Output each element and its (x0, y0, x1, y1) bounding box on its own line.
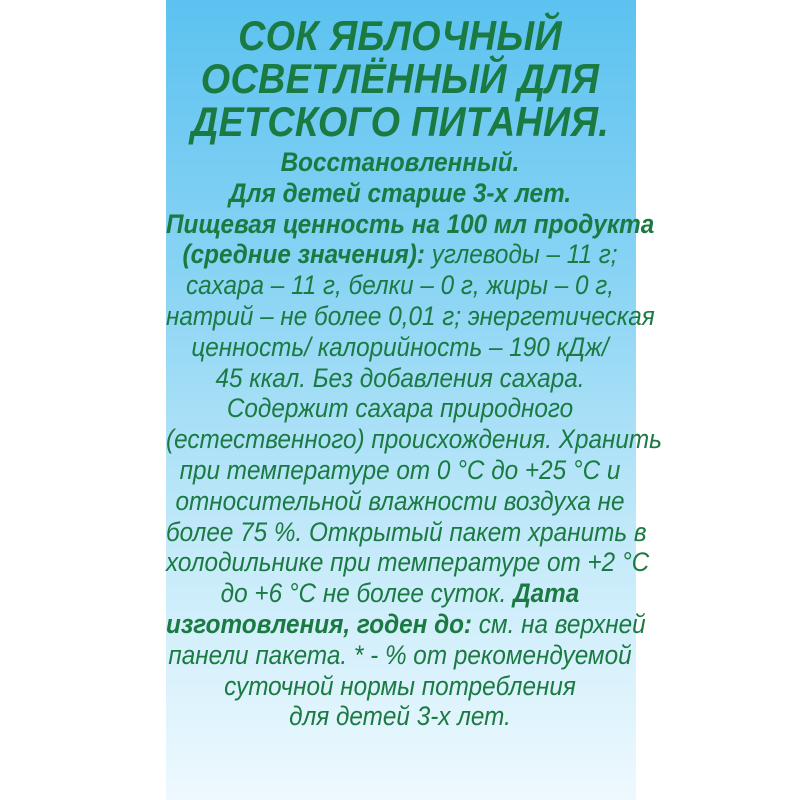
kcal-line: 45 ккал. Без добавления сахара. (215, 362, 585, 393)
temperature-line: при температуре от 0 °С до +25 °С и (179, 454, 621, 485)
product-title-line-1: СОК ЯБЛОЧНЫЙ (238, 12, 562, 59)
day-date-line (166, 578, 634, 609)
carbs-value: углеводы – 11 г; (424, 239, 618, 270)
product-title-line-3: ДЕТСКОГО ПИТАНИЯ. (190, 98, 610, 145)
storage-line: (естественного) происхождения. Хранить (166, 424, 662, 455)
open-pack-line: более 75 %. Открытый пакет хранить в (166, 516, 647, 547)
fridge-line: холодильнике при температуре от +2 °С (166, 547, 650, 578)
age-note: Для детей старше 3-х лет. (228, 177, 572, 208)
nutrition-carbs-line (166, 239, 634, 270)
top-panel-text: см. на верхней (472, 608, 646, 639)
day-limit-text: до +6 °С не более суток. (220, 578, 514, 609)
daily-norm-line: суточной нормы потребления (224, 670, 576, 701)
label-text (166, 12, 662, 732)
calorie-line: ценность/ калорийность – 190 кДж/ (191, 331, 609, 362)
footnote-line: панели пакета. * - % от рекомендуемой (168, 639, 632, 670)
date-label-part-1: Дата (513, 578, 580, 609)
sodium-energy-line: натрий – не более 0,01 г; энергетическая (166, 300, 655, 331)
nutrition-heading: Пищевая ценность на 100 мл продукта (166, 208, 655, 239)
children-line: для детей 3-х лет. (289, 701, 511, 732)
nutrition-subheading: (средние значения): (182, 239, 425, 270)
humidity-line: относительной влажности воздуха не (175, 485, 625, 516)
restored-note: Восстановленный. (280, 147, 520, 177)
date-label-line (166, 608, 646, 640)
sugar-protein-fat-line: сахара – 11 г, белки – 0 г, жиры – 0 г, (185, 270, 615, 301)
contains-sugar-line: Содержит сахара природного (226, 393, 574, 424)
product-title-line-2: ОСВЕТЛЁННЫЙ ДЛЯ (200, 55, 600, 102)
date-label-part-2: изготовления, годен до: (166, 608, 473, 639)
